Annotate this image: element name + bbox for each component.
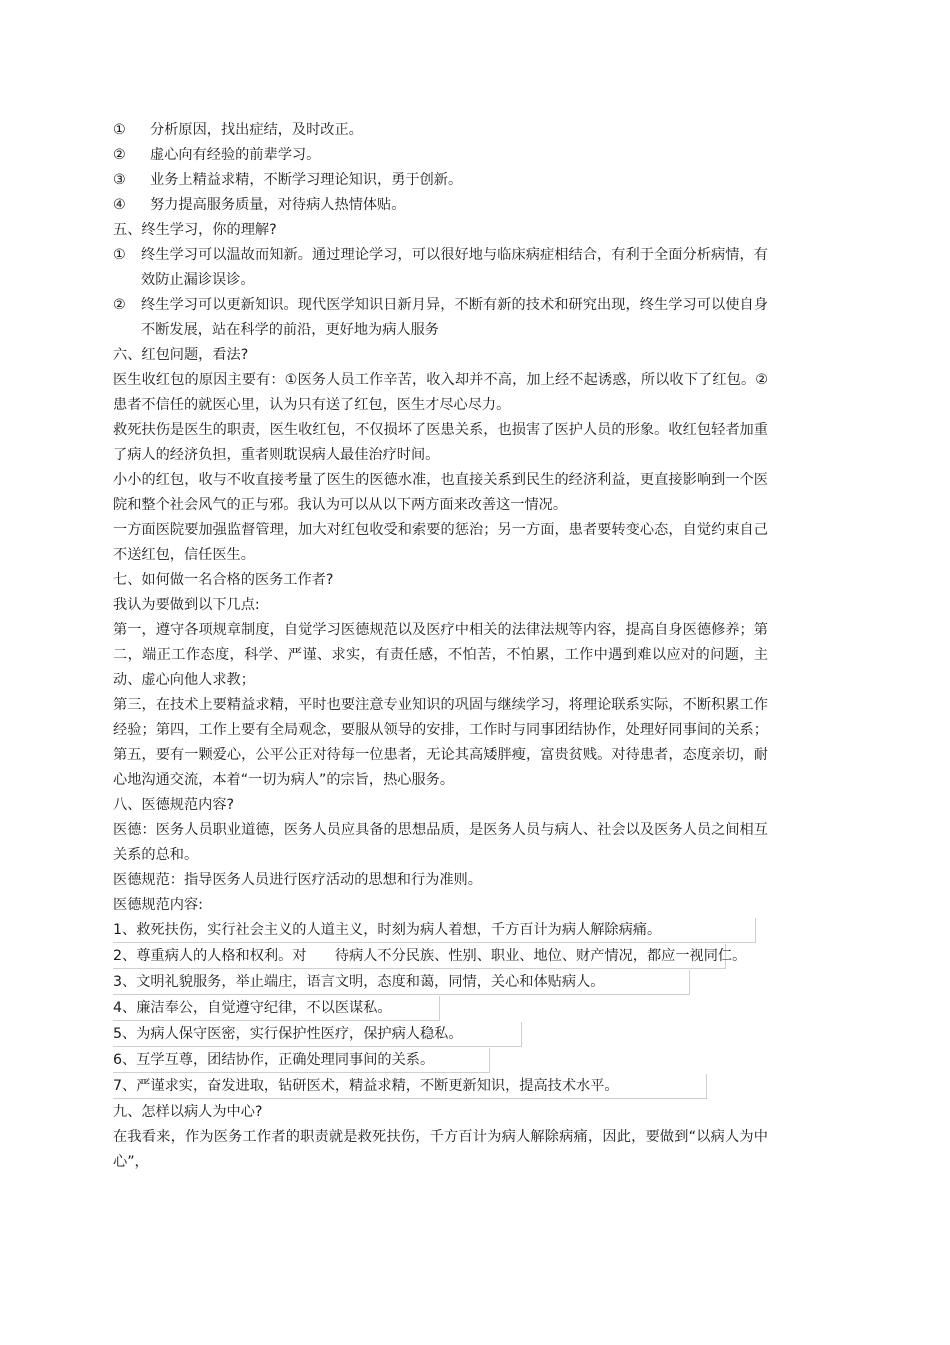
norm-item: 1、救死扶伤，实行社会主义的人道主义，时刻为病人着想，千方百计为病人解除病痛。 — [113, 918, 756, 943]
section-heading: 六、红包问题，看法? — [113, 347, 249, 363]
list-item — [113, 118, 768, 143]
norm-item: 7、严谨求实，奋发进取，钻研医术，精益求精，不断更新知识，提高技术水平。 — [113, 1074, 707, 1099]
section-heading: 九、怎样以病人为中心? — [113, 1104, 263, 1120]
list-item — [113, 193, 768, 218]
item-number: ③ — [113, 172, 126, 188]
item-text: 终生学习可以温故而知新。通过理论学习，可以很好地与临床病症相结合，有利于全面分析病情，有效防止漏诊误诊。 — [141, 247, 768, 288]
item-text: 分析原因，找出症结，及时改正。 — [150, 122, 363, 138]
item-number: ④ — [113, 197, 126, 213]
paragraph: 医生收红包的原因主要有：①医务人员工作辛苦，收入却并不高，加上经不起诱惑，所以收下了红包。②患者不信任的就医心里，认为只有送了红包，医生才尽心尽力。 — [113, 372, 768, 413]
norm-item: 2、尊重病人的人格和权利。对 待病人不分民族、性别、职业、地位、财产情况，都应一视同仁。 — [113, 944, 726, 969]
paragraph: 救死扶伤是医生的职责，医生收红包，不仅损坏了医患关系，也损害了医护人员的形象。收红包轻者加重了病人的经济负担，重者则耽误病人最佳治疗时间。 — [113, 422, 768, 463]
item-text: 努力提高服务质量，对待病人热情体贴。 — [150, 197, 406, 213]
item-number: ① — [113, 122, 126, 138]
paragraph: 第一，遵守各项规章制度，自觉学习医德规范以及医疗中相关的法律法规等内容，提高自身医德修养；第二，端正工作态度，科学、严谨、求实，有责任感，不怕苦，不怕累，工作中遇到难以应对的问题，主动、虚心向他人求教； — [113, 622, 768, 688]
paragraph: 第三，在技术上要精益求精，平时也要注意专业知识的巩固与继续学习，将理论联系实际，不断积累工作经验；第四，工作上要有全局观念，要服从领导的安排，工作时与同事团结协作，处理好同事间的关系；第五，要有一颗爱心，公平公正对待每一位患者，无论其高矮胖瘦，富贵贫贱。对待患者，态度亲切，耐心地沟通交流，本着“一切为病人”的宗旨，热心服务。 — [113, 697, 768, 788]
paragraph: 小小的红包，收与不收直接考量了医生的医德水准，也直接关系到民生的经济利益，更直接影响到一个医院和整个社会风气的正与邪。我认为可以从以下两方面来改善这一情况。 — [113, 472, 768, 513]
paragraph: 医德规范内容: — [113, 897, 203, 913]
list-item — [113, 293, 768, 343]
paragraph: 在我看来，作为医务工作者的职责就是救死扶伤，千方百计为病人解除病痛，因此，要做到“以病人为中心”， — [113, 1129, 768, 1170]
norm-item: 5、为病人保守医密，实行保护性医疗，保护病人稳私。 — [113, 1022, 522, 1047]
paragraph: 医德规范：指导医务人员进行医疗活动的思想和行为准则。 — [113, 872, 482, 888]
norm-item: 3、文明礼貌服务，举止端庄，语言文明，态度和蔼，同情，关心和体贴病人。 — [113, 970, 690, 995]
list-item — [113, 243, 768, 293]
list-item — [113, 168, 768, 193]
paragraph: 一方面医院要加强监督管理，加大对红包收受和索要的惩治；另一方面，患者要转变心态，自觉约束自己不送红包，信任医生。 — [113, 522, 768, 563]
norm-item: 4、廉洁奉公，自觉遵守纪律，不以医谋私。 — [113, 996, 440, 1021]
paragraph: 我认为要做到以下几点: — [113, 597, 260, 613]
paragraph: 医德：医务人员职业道德，医务人员应具备的思想品质，是医务人员与病人、社会以及医务人员之间相互关系的总和。 — [113, 822, 768, 863]
norm-item: 6、互学互尊，团结协作，正确处理同事间的关系。 — [113, 1048, 490, 1073]
item-text: 虚心向有经验的前辈学习。 — [150, 147, 321, 163]
item-number: ② — [113, 147, 126, 163]
section-heading: 八、医德规范内容? — [113, 797, 235, 813]
document-page — [113, 118, 768, 1175]
item-number: ② — [113, 297, 126, 313]
item-text: 终生学习可以更新知识。现代医学知识日新月异，不断有新的技术和研究出现，终生学习可以使自身不断发展，站在科学的前沿，更好地为病人服务 — [141, 297, 768, 338]
list-item — [113, 143, 768, 168]
item-text: 业务上精益求精，不断学习理论知识，勇于创新。 — [150, 172, 463, 188]
section-heading: 七、如何做一名合格的医务工作者? — [113, 572, 334, 588]
item-number: ① — [113, 247, 126, 263]
section-heading: 五、终生学习，你的理解? — [113, 222, 277, 238]
